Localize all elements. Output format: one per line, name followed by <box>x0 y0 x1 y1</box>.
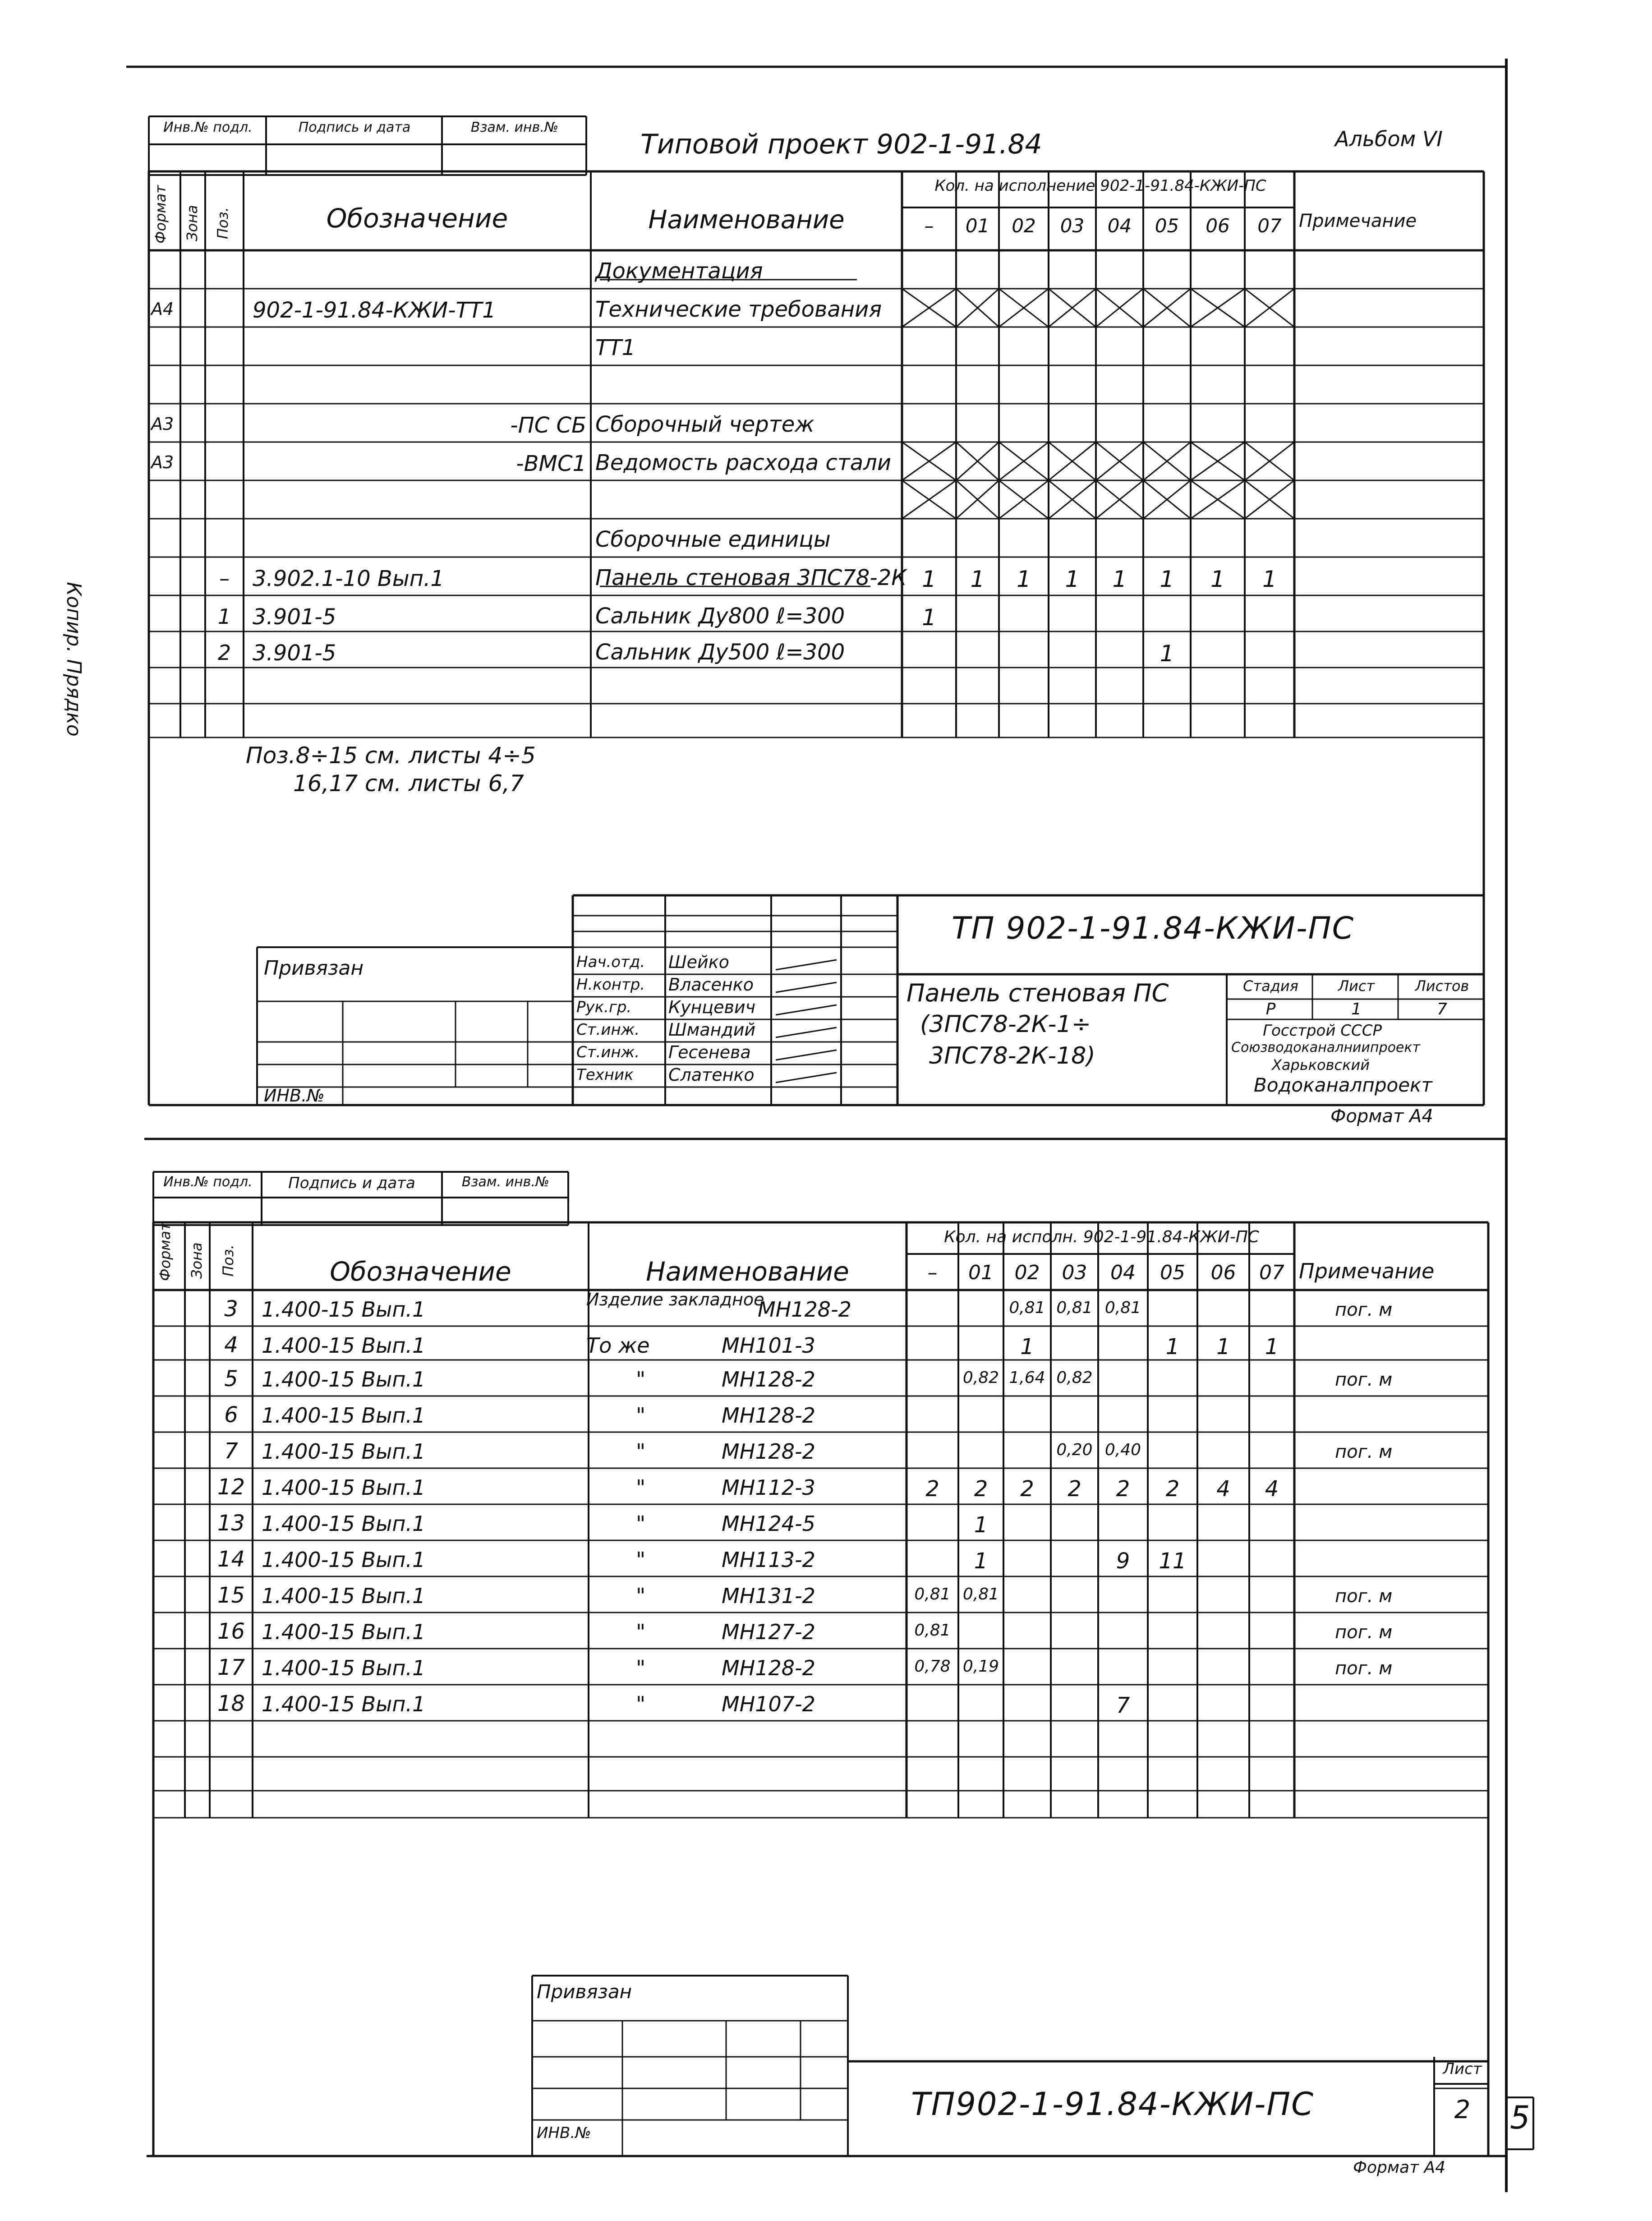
s1-sheets: 7 <box>1437 1000 1447 1018</box>
s1-row-5-designation: -ВМС1 <box>516 451 586 476</box>
s1-row-4-name: Сборочный чертеж <box>595 412 814 437</box>
s2-row-1-pos: 4 <box>224 1332 238 1358</box>
s2-row-0-mark: МН128-2 <box>758 1297 851 1322</box>
page-number: 5 <box>1510 2099 1530 2136</box>
s1-privyazan: Привязан <box>264 957 364 980</box>
s2-row-5-qty-1: 2 <box>974 1476 988 1502</box>
s1-row-8-qty-3: 1 <box>1065 566 1080 592</box>
s2-row-7-name: " <box>636 1548 646 1572</box>
s2-row-5-qty-4: 2 <box>1116 1476 1130 1502</box>
s2-row-2-pos: 5 <box>224 1366 238 1392</box>
s2-h-variant-3: 03 <box>1062 1261 1087 1284</box>
s2-h-variant-4: 04 <box>1110 1261 1136 1284</box>
s2-row-9-designation: 1.400-15 Вып.1 <box>262 1620 426 1644</box>
s2-row-1-designation: 1.400-15 Вып.1 <box>262 1333 426 1358</box>
s1-h-zone: Зона <box>184 205 201 241</box>
s2-row-9-pos: 16 <box>217 1619 245 1644</box>
s2-row-5-pos: 12 <box>217 1475 245 1500</box>
s1-sheet: 1 <box>1351 1000 1362 1018</box>
s2-row-5-qty-2: 2 <box>1020 1476 1034 1502</box>
s1-row-8-pos: – <box>219 566 230 590</box>
s1-org-2: Харьковский <box>1272 1056 1370 1074</box>
s1-org-3: Водоканалпроект <box>1254 1074 1432 1096</box>
s2-row-0-name: Изделие закладное <box>586 1290 764 1309</box>
s2-h-variant-6: 06 <box>1210 1261 1236 1284</box>
s2-row-5-qty-0: 2 <box>925 1476 939 1502</box>
s2-row-6-mark: МН124-5 <box>722 1511 815 1536</box>
s2-row-0-qty-2: 0,81 <box>1009 1299 1045 1317</box>
s2-row-8-qty-1: 0,81 <box>962 1585 999 1604</box>
s1-row-10-pos: 2 <box>217 640 231 665</box>
s2-row-1-name: То же <box>586 1333 650 1358</box>
s2-row-8-mark: МН131-2 <box>722 1584 815 1608</box>
s2-row-7-pos: 14 <box>217 1547 245 1572</box>
s1-row-8-qty-4: 1 <box>1112 566 1127 592</box>
s2-h-format: Формат <box>156 1222 174 1281</box>
s2-row-5-designation: 1.400-15 Вып.1 <box>262 1475 426 1500</box>
s2-row-1-qty-6: 1 <box>1216 1334 1230 1359</box>
s1-sheet-label: Лист <box>1338 977 1375 995</box>
s1-row-10-qty-5: 1 <box>1160 640 1174 667</box>
s1-h-variant-0: – <box>924 215 934 237</box>
s2-top-stamp-inv: Инв.№ подл. <box>163 1174 253 1190</box>
s2-row-7-designation: 1.400-15 Вып.1 <box>262 1548 426 1572</box>
s1-org-1: Союзводоканалниипроект <box>1231 1040 1420 1055</box>
s1-row-8-qty-0: 1 <box>922 566 936 592</box>
s2-row-4-qty-4: 0,40 <box>1104 1441 1141 1459</box>
s1-note-0: Поз.8÷15 см. листы 4÷5 <box>246 742 536 769</box>
s2-row-10-note: пог. м <box>1335 1658 1393 1679</box>
s2-row-8-designation: 1.400-15 Вып.1 <box>262 1584 426 1608</box>
s1-doc-title-1: (3ПС78-2К-1÷ <box>920 1011 1091 1038</box>
s1-org-0: Госстрой СССР <box>1263 1022 1382 1040</box>
s1-h-variant-6: 06 <box>1206 215 1230 237</box>
s1-inv: ИНВ.№ <box>264 1086 325 1106</box>
s2-h-variant-2: 02 <box>1014 1261 1040 1284</box>
s1-h-variant-4: 04 <box>1107 215 1132 237</box>
side-label: Копир. Прядко <box>62 582 85 737</box>
s2-row-2-qty-3: 0,82 <box>1056 1369 1093 1387</box>
s1-h-variant-7: 07 <box>1257 215 1282 237</box>
s2-row-10-pos: 17 <box>217 1655 245 1680</box>
s1-name-3: Шмандий <box>668 1020 756 1040</box>
s2-row-4-name: " <box>636 1439 646 1464</box>
s1-h-variant-1: 01 <box>965 215 990 237</box>
s1-stage: Р <box>1265 1000 1276 1018</box>
s2-row-2-qty-1: 0,82 <box>962 1369 999 1387</box>
s2-row-7-qty-1: 1 <box>974 1548 988 1574</box>
s1-h-variant-2: 02 <box>1012 215 1036 237</box>
s2-row-5-qty-5: 2 <box>1165 1476 1180 1502</box>
s2-row-3-mark: МН128-2 <box>722 1403 815 1428</box>
s1-row-8-qty-7: 1 <box>1262 566 1277 592</box>
s1-h-variant-3: 03 <box>1060 215 1085 237</box>
s2-row-7-qty-4: 9 <box>1116 1548 1130 1574</box>
s1-h-pos: Поз. <box>214 207 231 239</box>
s1-row-8-qty-5: 1 <box>1160 566 1174 592</box>
s1-top-stamp-zam: Взам. инв.№ <box>470 120 559 135</box>
s2-row-1-qty-7: 1 <box>1265 1334 1279 1359</box>
s2-row-5-mark: МН112-3 <box>722 1475 815 1500</box>
s2-row-10-qty-1: 0,19 <box>962 1657 999 1676</box>
s2-row-0-designation: 1.400-15 Вып.1 <box>262 1297 426 1322</box>
s1-role-2: Рук.гр. <box>576 998 632 1016</box>
s2-row-0-pos: 3 <box>224 1296 238 1322</box>
s1-stage-label: Стадия <box>1243 977 1298 995</box>
s1-role-1: Н.контр. <box>576 976 645 994</box>
s2-row-8-name: " <box>636 1584 646 1608</box>
s1-top-stamp-inv: Инв.№ подл. <box>163 120 253 135</box>
s1-name-0: Шейко <box>668 952 729 972</box>
s1-row-8-name: Панель стеновая 3ПС78-2К <box>595 565 907 590</box>
s2-inv: ИНВ.№ <box>537 2124 591 2142</box>
s2-h-zone: Зона <box>188 1242 205 1279</box>
s1-role-4: Ст.инж. <box>576 1043 640 1061</box>
s1-name-2: Кунцевич <box>668 997 756 1017</box>
s2-h-name: Наименование <box>646 1256 849 1287</box>
s2-row-1-mark: МН101-3 <box>722 1333 815 1358</box>
s1-row-9-qty-0: 1 <box>922 604 936 631</box>
s1-row-9-pos: 1 <box>217 604 231 629</box>
s1-row-1-designation: 902-1-91.84-КЖИ-ТТ1 <box>253 298 496 323</box>
s1-row-8-designation: 3.902.1-10 Вып.1 <box>253 566 444 591</box>
s1-row-8-qty-1: 1 <box>970 566 985 592</box>
s1-row-0-name: Документация <box>595 258 763 284</box>
s2-sheet: 2 <box>1454 2095 1471 2124</box>
s2-h-qty: Кол. на исполн. 902-1-91.84-КЖИ-ПС <box>944 1228 1259 1246</box>
s1-h-qty: Кол. на исполнение 902-1-91.84-КЖИ-ПС <box>934 177 1266 195</box>
s2-row-8-pos: 15 <box>217 1583 245 1608</box>
s1-name-5: Слатенко <box>668 1065 755 1085</box>
s1-h-variant-5: 05 <box>1155 215 1179 237</box>
s1-doc-title-0: Панель стеновая ПС <box>907 979 1169 1007</box>
s1-row-5-format: А3 <box>151 452 174 472</box>
s2-h-pos: Поз. <box>220 1244 237 1276</box>
s1-row-10-designation: 3.901-5 <box>253 640 336 666</box>
s2-row-7-mark: МН113-2 <box>722 1548 815 1572</box>
s2-row-4-pos: 7 <box>224 1438 238 1464</box>
s2-row-10-designation: 1.400-15 Вып.1 <box>262 1656 426 1680</box>
s2-top-stamp-sign: Подпись и дата <box>288 1174 415 1192</box>
s2-doc-code: ТП902-1-91.84-КЖИ-ПС <box>911 2086 1314 2123</box>
s2-row-4-qty-3: 0,20 <box>1056 1441 1093 1459</box>
s2-row-9-qty-0: 0,81 <box>914 1621 951 1640</box>
s2-format: Формат А4 <box>1353 2158 1446 2177</box>
s2-row-8-note: пог. м <box>1335 1586 1393 1607</box>
s2-row-4-note: пог. м <box>1335 1442 1393 1462</box>
s1-title: Типовой проект 902-1-91.84 <box>640 129 1042 160</box>
s2-row-6-pos: 13 <box>217 1511 245 1536</box>
s2-h-variant-0: – <box>927 1261 938 1284</box>
s2-row-4-mark: МН128-2 <box>722 1439 815 1464</box>
s2-row-5-qty-6: 4 <box>1216 1476 1230 1502</box>
s2-row-5-qty-3: 2 <box>1068 1476 1081 1502</box>
s1-row-2-name: ТТ1 <box>595 335 636 360</box>
s2-h-note: Примечание <box>1299 1259 1435 1283</box>
s1-role-0: Нач.отд. <box>576 953 645 971</box>
s1-row-1-format: А4 <box>151 299 174 319</box>
s2-h-variant-7: 07 <box>1259 1261 1284 1284</box>
s1-row-8-qty-2: 1 <box>1017 566 1031 592</box>
s1-row-4-designation: -ПС СБ <box>510 413 586 438</box>
s2-row-2-qty-2: 1,64 <box>1009 1369 1045 1387</box>
s2-row-3-pos: 6 <box>224 1402 238 1428</box>
s2-row-6-qty-1: 1 <box>974 1512 988 1538</box>
s1-doc-title-2: 3ПС78-2К-18) <box>929 1042 1095 1069</box>
s1-album: Альбом VI <box>1335 127 1443 151</box>
s2-h-variant-5: 05 <box>1160 1261 1185 1284</box>
s1-row-7-name: Сборочные единицы <box>595 527 831 552</box>
s2-row-11-designation: 1.400-15 Вып.1 <box>262 1692 426 1716</box>
s1-note-1: 16,17 см. листы 6,7 <box>293 770 524 797</box>
s2-row-7-qty-5: 11 <box>1159 1548 1187 1574</box>
s2-row-1-qty-5: 1 <box>1165 1334 1180 1359</box>
s2-row-9-name: " <box>636 1620 646 1644</box>
s2-row-10-name: " <box>636 1656 646 1680</box>
s2-row-0-note: пог. м <box>1335 1299 1393 1320</box>
s2-row-0-qty-4: 0,81 <box>1104 1299 1141 1317</box>
s2-row-8-qty-0: 0,81 <box>914 1585 951 1604</box>
s2-row-10-mark: МН128-2 <box>722 1656 815 1680</box>
s2-row-11-pos: 18 <box>217 1691 245 1716</box>
s2-row-6-name: " <box>636 1511 646 1536</box>
s1-row-8-qty-6: 1 <box>1210 566 1225 592</box>
s2-row-5-qty-7: 4 <box>1265 1476 1279 1502</box>
s1-row-9-name: Сальник Ду800 ℓ=300 <box>595 604 845 629</box>
s1-h-name: Наименование <box>648 205 845 235</box>
s2-row-10-qty-0: 0,78 <box>914 1657 951 1676</box>
s2-row-4-designation: 1.400-15 Вып.1 <box>262 1439 426 1464</box>
s1-h-format: Формат <box>152 185 169 244</box>
s2-row-11-qty-4: 7 <box>1116 1693 1130 1718</box>
s1-row-1-name: Технические требования <box>595 297 882 322</box>
s1-row-9-designation: 3.901-5 <box>253 604 336 630</box>
s1-doc-code: ТП 902-1-91.84-КЖИ-ПС <box>952 911 1355 946</box>
s2-row-6-designation: 1.400-15 Вып.1 <box>262 1511 426 1536</box>
s2-sheet-label: Лист <box>1443 2060 1482 2078</box>
s1-role-3: Ст.инж. <box>576 1021 640 1039</box>
s2-row-5-name: " <box>636 1475 646 1500</box>
s1-h-note: Примечание <box>1299 211 1417 231</box>
s1-row-4-format: А3 <box>151 414 174 434</box>
s1-sheets-label: Листов <box>1415 977 1469 995</box>
s1-h-designation: Обозначение <box>326 203 508 234</box>
s2-row-3-name: " <box>636 1403 646 1428</box>
s2-row-9-note: пог. м <box>1335 1622 1393 1643</box>
s1-role-5: Техник <box>576 1066 634 1084</box>
s2-row-0-qty-3: 0,81 <box>1056 1299 1093 1317</box>
s2-row-2-mark: МН128-2 <box>722 1367 815 1392</box>
s2-top-stamp-zam: Взам. инв.№ <box>461 1174 550 1190</box>
s2-row-2-name: " <box>636 1367 646 1392</box>
s2-h-variant-1: 01 <box>968 1261 994 1284</box>
s1-name-1: Власенко <box>668 975 754 995</box>
s2-h-designation: Обозначение <box>330 1256 511 1287</box>
s2-row-9-mark: МН127-2 <box>722 1620 815 1644</box>
s2-row-2-designation: 1.400-15 Вып.1 <box>262 1367 426 1392</box>
s2-row-2-note: пог. м <box>1335 1369 1393 1390</box>
s2-row-11-name: " <box>636 1692 646 1716</box>
s1-top-stamp-sign: Подпись и дата <box>298 120 411 135</box>
s2-row-3-designation: 1.400-15 Вып.1 <box>262 1403 426 1428</box>
s1-name-4: Гесенева <box>668 1042 751 1062</box>
s1-format: Формат А4 <box>1330 1106 1433 1127</box>
s1-row-10-name: Сальник Ду500 ℓ=300 <box>595 640 845 665</box>
s2-row-1-qty-2: 1 <box>1020 1334 1034 1359</box>
s2-row-11-mark: МН107-2 <box>722 1692 815 1716</box>
s2-privyazan: Привязан <box>537 1981 632 2003</box>
s1-row-5-name: Ведомость расхода стали <box>595 450 892 475</box>
